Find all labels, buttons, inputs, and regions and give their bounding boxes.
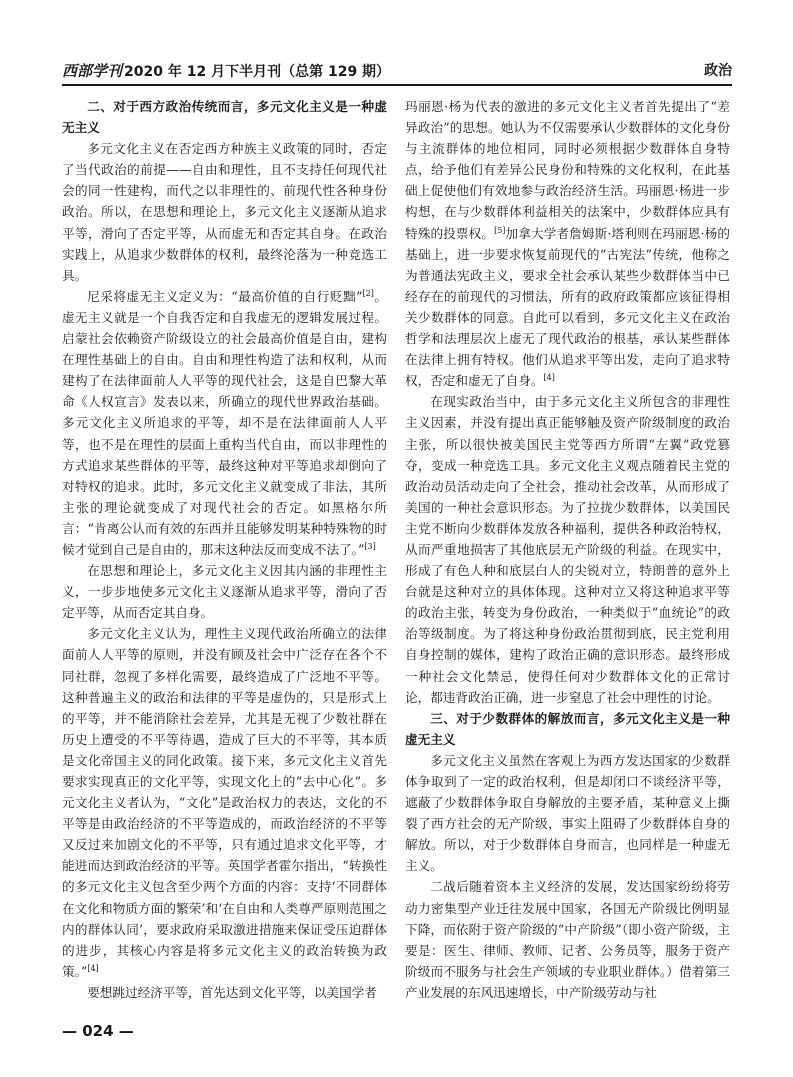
body-paragraph: 二战后随着资本主义经济的发展，发达国家纷纷将劳动力密集型产业迁往发展中国家，各国无产阶级比例明显下降，而依附于资产阶级的“中产阶级”（即小资产阶级，主要是：医生、律师、教师、记者、公务员等，服务于资产阶级而不服务与社会生产领域的专业职业群体。）借着第三产业发展的东风迅速增长，中产阶级劳动与社: [405, 879, 730, 1000]
citation-ref: [4]: [543, 373, 555, 383]
body-paragraph: 多元文化主义在否定西方种族主义政策的同时，否定了当代政治的前提——自由和理性，且不支持任何现代社会的同一性建构，而代之以非理性的、前现代性各种身份政治。所以，在思想和理论上，多元文化主义逐渐从追求平等，滑向了否定平等，从而虚无和否定其自身。在政治实践上，从追求少数群体的权利，最终沦落为一种竞选工具。: [62, 141, 387, 283]
header-divider: [62, 84, 732, 86]
left-column: [62, 96, 387, 1016]
section-label: 政治: [704, 63, 732, 79]
section-heading: 二、对于西方政治传统而言，多元文化主义是一种虚无主义: [62, 99, 387, 136]
journal-logo: 西部学刊: [62, 62, 123, 80]
body-paragraph: 尼采将虚无主义定义为：“最高价值的自行贬黜”[2]。虚无主义就是一个自我否定和自我虚无的逻辑发展过程。启蒙社会依赖资产阶级设立的社会最高价值是自由，建构在理性基础上的自由。自由和理性构造了法和权利，从而建构了在法律面前人人平等的现代社会，这是自巴黎大革命《人权宣言》发表以来，所确立的现代世界政治基础。多元文化主义所追求的平等，却不是在法律面前人人平等，也不是在理性的层面上重构当代自由，而以非理性的方式追求某些群体的平等，最终这种对平等追求却倒向了对特权的追求。此时，多元文化主义就变成了非法，其所主张的理论就变成了对现代社会的否定。如黑格尔所言：“肯离公认而有效的东西并且能够发明某种特殊物的时候才觉到自己是自由的，那末这种法反而变成不法了。”[3]: [62, 288, 387, 557]
body-paragraph: 多元文化主义虽然在客观上为西方发达国家的少数群体争取到了一定的政治权利，但是却闭口不谈经济平等，遮蔽了少数群体争取自身解放的主要矛盾，某种意义上撕裂了西方社会的无产阶级，事实上阻碍了少数群体自身的解放。所以，对于少数群体自身而言，也同样是一种虚无主义。: [405, 752, 730, 874]
citation-ref: [4]: [87, 963, 99, 973]
body-paragraph: 要想跳过经济平等，首先达到文化平等，以美国学者: [87, 984, 377, 1000]
page-number: — 024 —: [62, 1022, 134, 1040]
running-header: [62, 58, 732, 82]
journal-issue: [62, 60, 390, 81]
body-paragraph: 在思想和理论上，多元文化主义因其内涵的非理性主义，一步步地使多元文化主义逐渐从追求平等，滑向了否定平等，从而否定其自身。: [62, 563, 387, 621]
citation-ref: [5]: [494, 225, 506, 235]
right-column: [405, 96, 730, 1016]
issue-info: 2020 年 12 月下半月刊（总第 129 期）: [124, 64, 391, 80]
body-paragraph: 在现实政治当中，由于多元文化主义所包含的非理性主义因素，并没有提出真正能够触及资产阶级制度的政治主张，所以很快被美国民主党等西方所谓“左翼”政党篡夺，变成一种竞选工具。多元文化主义观点随着民主党的政治动员活动走向了全社会，推动社会改革，从而形成了美国的一种社会意识形态。为了拉拢少数群体，以美国民主党不断向少数群体发放各种福利，提供各种政治特权，从而严重地损害了其他底层无产阶级的利益。在现实中，形成了有色人种和底层白人的尖锐对立，特朗普的意外上台就是这种对立的具体体现。这种对立又将这种追求平等的政治主张，转变为身份政治，一种类似于“血统论”的政治等级制度。为了将这种身份政治贯彻到底，民主党利用自身控制的媒体，建构了政治正确的意识形态。最终形成一种社会文化禁忌，使得任何对少数群体文化的正常讨论，都违背政治正确，进一步窒息了社会中理性的讨论。: [405, 394, 730, 705]
citation-ref: [2]: [362, 288, 374, 298]
citation-ref: [3]: [364, 541, 376, 551]
body-paragraph: 多元文化主义认为，理性主义现代政治所确立的法律面前人人平等的原则，并没有顾及社会中广泛存在各个不同社群，忽视了多样化需要，最终造成了广泛地不平等。这种普遍主义的政治和法律的平等是虚伪的，只是形式上的平等，并不能消除社会差异，尤其是无视了少数社群在历史上遭受的不平等待遇，造成了巨大的不平等，其本质是文化帝国主义的同化政策。接下来，多元文化主义首先要求实现真正的文化平等，实现文化上的“去中心化”。多元文化主义者认为，“文化”是政治权力的表达，文化的不平等是由政治经济的不平等造成的，而政治经济的不平等又反过来加剧文化的不平等，只有通过追求文化平等，才能进而达到政治经济的平等。英国学者霍尔指出，“转换性的多元文化主义包含至少两个方面的内容：支持‘不同群体在文化和物质方面的繁荣’和‘在自由和人类尊严原则范围之内的群体认同’，要求政府采取激进措施来保证受压迫群体的进步，其核心内容是将多元文化主义的政治转换为政策。”[4]: [62, 626, 387, 979]
body-paragraph: 玛丽恩·杨为代表的激进的多元文化主义者首先提出了“差异政治”的思想。她认为不仅需要承认少数群体的文化身份与主流群体的地位相同，同时必须根据少数群体自身特点，给予他们有差异公民身份和特殊的文化权利，在此基础上促使他们有效地参与政治经济生活。玛丽恩·杨进一步构想，在与少数群体利益相关的法案中，少数群体应具有特殊的投票权。[5]加拿大学者詹姆斯·塔利则在玛丽恩·杨的基础上，进一步要求恢复前现代的“古宪法”传统，他称之为普通法宪政主义，要求全社会承认某些少数群体当中已经存在的前现代的习惯法，所有的政府政策都应该征得相关少数群体的同意。自此可以看到，多元文化主义在政治哲学和法理层次上虚无了现代政治的根基，承认某些群体在法律上拥有特权。他们从追求平等出发，走向了追求特权，否定和虚无了自身。[4]: [405, 99, 730, 389]
section-heading: 三、对于少数群体的解放而言，多元文化主义是一种虚无主义: [405, 710, 730, 747]
